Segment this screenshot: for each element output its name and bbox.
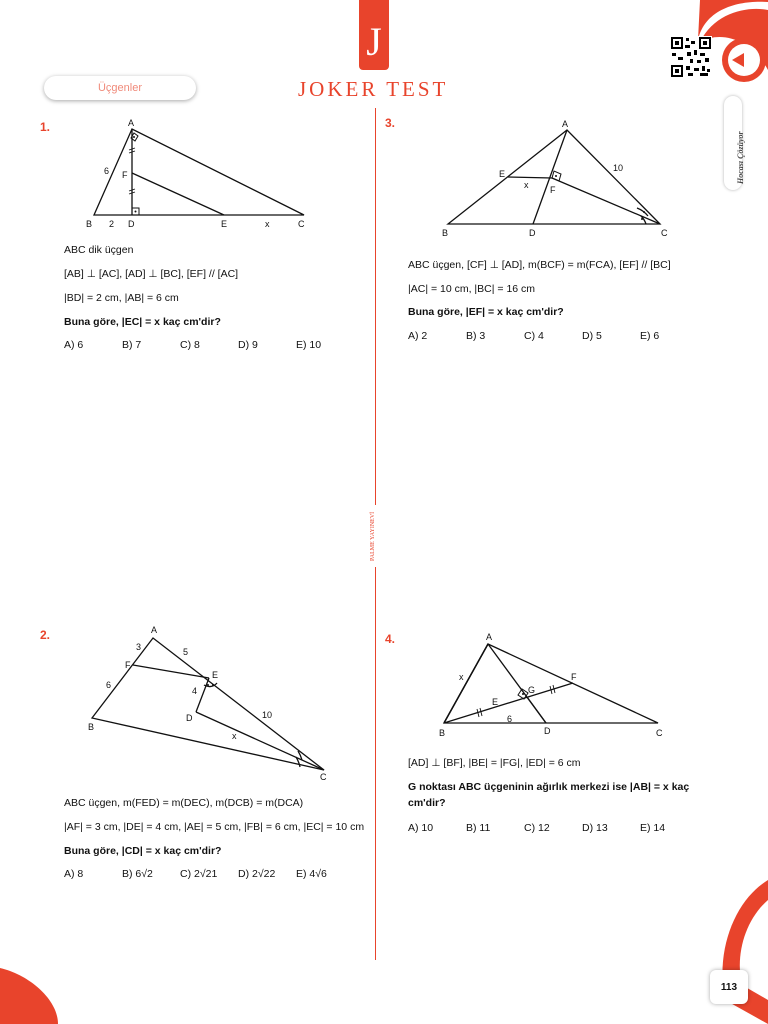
q2-number: 2. bbox=[40, 628, 51, 642]
q2-label-c: C bbox=[320, 772, 327, 782]
q3-label-a: A bbox=[562, 119, 569, 129]
publisher-label: PALME YAYINEVİ bbox=[370, 511, 376, 561]
q3-label-ef: x bbox=[524, 180, 529, 190]
q4-question: G noktası ABC üçgeninin ağırlık merkezi ise |AB| = x kaç bbox=[408, 781, 690, 793]
q4-figure bbox=[432, 626, 672, 744]
qr-code[interactable] bbox=[670, 36, 712, 78]
q2-choices bbox=[64, 868, 354, 880]
q1-label-f: F bbox=[122, 170, 128, 180]
q4-label-e: E bbox=[492, 697, 499, 707]
topic-label: Üçgenler bbox=[97, 82, 143, 94]
q4-label-a: A bbox=[486, 632, 493, 642]
q2-choice-a[interactable]: A) 8 bbox=[64, 868, 84, 880]
q3-line-1: ABC üçgen, [CF] ⊥ [AD], m(BCF) = m(FCA), [EF] // [BC] bbox=[408, 259, 671, 271]
q1-choice-b[interactable]: B) 7 bbox=[122, 339, 142, 351]
q3-label-b: B bbox=[442, 228, 449, 238]
q1-choice-a[interactable]: A) 6 bbox=[64, 339, 84, 351]
q4-choices bbox=[408, 822, 698, 834]
q2-label-cd: x bbox=[232, 731, 237, 741]
q2-label-b: B bbox=[88, 722, 95, 732]
q2-label-ec: 10 bbox=[262, 710, 273, 720]
q2-choice-d[interactable]: D) 2√22 bbox=[238, 868, 276, 880]
q2-label-de: 4 bbox=[192, 686, 198, 696]
side-label: Hocası Çözüyor bbox=[736, 131, 745, 184]
q2-choice-e[interactable]: E) 4√6 bbox=[296, 868, 327, 880]
q4-label-f: F bbox=[571, 672, 577, 682]
q4-choice-c[interactable]: C) 12 bbox=[524, 822, 550, 834]
q2-line-2: |AF| = 3 cm, |DE| = 4 cm, |AE| = 5 cm, |FB| = 6 cm, |EC| = 10 cm bbox=[64, 821, 365, 833]
q4-label-b: B bbox=[439, 728, 446, 738]
q4-label-g: G bbox=[528, 685, 536, 695]
logo-letter: J bbox=[366, 19, 382, 64]
q4-choice-a[interactable]: A) 10 bbox=[408, 822, 434, 834]
q1-choice-e[interactable]: E) 10 bbox=[296, 339, 322, 351]
q1-label-c: C bbox=[298, 219, 305, 229]
q1-choices bbox=[64, 339, 354, 351]
q2-label-a: A bbox=[151, 625, 158, 635]
q3-label-ac: 10 bbox=[613, 163, 624, 173]
q1-label-b: B bbox=[86, 219, 93, 229]
q1-number: 1. bbox=[40, 120, 51, 134]
q2-line-1: ABC üçgen, m(FED) = m(DEC), m(DCB) = m(DCA) bbox=[64, 797, 304, 809]
q1-label-a: A bbox=[128, 118, 135, 128]
q2-label-d: D bbox=[186, 713, 193, 723]
q4-line-1: [AD] ⊥ [BF], |BE| = |FG|, |ED| = 6 cm bbox=[408, 757, 581, 769]
q3-choice-a[interactable]: A) 2 bbox=[408, 330, 428, 342]
q1-label-ab: 6 bbox=[104, 166, 110, 176]
q3-choice-c[interactable]: C) 4 bbox=[524, 330, 544, 342]
q2-choice-c[interactable]: C) 2√21 bbox=[180, 868, 218, 880]
q4-label-ed: 6 bbox=[507, 714, 513, 724]
q1-line-2: [AB] ⊥ [AC], [AD] ⊥ [BC], [EF] // [AC] bbox=[64, 268, 239, 280]
q1-label-ec: x bbox=[265, 219, 270, 229]
q1-line-3: |BD| = 2 cm, |AB| = 6 cm bbox=[64, 292, 179, 304]
q4-choice-b[interactable]: B) 11 bbox=[466, 822, 491, 834]
q3-choice-e[interactable]: E) 6 bbox=[640, 330, 660, 342]
q2-label-f: F bbox=[125, 660, 131, 670]
side-label-tab[interactable] bbox=[724, 96, 745, 190]
q2-label-af: 3 bbox=[136, 642, 142, 652]
q2-label-fb: 6 bbox=[106, 680, 112, 690]
q1-question: Buna göre, |EC| = x kaç cm'dir? bbox=[64, 316, 221, 328]
q1-line-1: ABC dik üçgen bbox=[64, 244, 134, 256]
q1-choice-d[interactable]: D) 9 bbox=[238, 339, 258, 351]
q3-label-d: D bbox=[529, 228, 536, 238]
q3-line-2: |AC| = 10 cm, |BC| = 16 cm bbox=[408, 283, 536, 295]
page-title: JOKER TEST bbox=[298, 77, 449, 101]
play-circle-icon[interactable] bbox=[718, 36, 768, 86]
publisher-mark bbox=[368, 505, 382, 567]
q3-choice-d[interactable]: D) 5 bbox=[582, 330, 602, 342]
bottom-left-corner-swirl bbox=[0, 968, 58, 1024]
q3-question: Buna göre, |EF| = x kaç cm'dir? bbox=[408, 306, 564, 318]
q3-label-f: F bbox=[550, 185, 556, 195]
q2-figure bbox=[84, 620, 340, 784]
q1-choice-c[interactable]: C) 8 bbox=[180, 339, 200, 351]
q4-label-ab: x bbox=[459, 672, 464, 682]
q1-figure bbox=[80, 116, 320, 234]
q2-choice-b[interactable]: B) 6√2 bbox=[122, 868, 153, 880]
q4-choice-e[interactable]: E) 14 bbox=[640, 822, 666, 834]
q4-label-d: D bbox=[544, 726, 551, 736]
q1-label-e: E bbox=[221, 219, 228, 229]
topic-tab bbox=[44, 76, 196, 100]
q3-label-e: E bbox=[499, 169, 506, 179]
q4-choice-d[interactable]: D) 13 bbox=[582, 822, 608, 834]
q2-question: Buna göre, |CD| = x kaç cm'dir? bbox=[64, 845, 222, 857]
q2-label-ae: 5 bbox=[183, 647, 189, 657]
q4-number: 4. bbox=[385, 632, 396, 646]
q1-label-bd: 2 bbox=[109, 219, 115, 229]
page-number: 113 bbox=[710, 970, 748, 1004]
q3-number: 3. bbox=[385, 116, 396, 130]
q3-choice-b[interactable]: B) 3 bbox=[466, 330, 486, 342]
q2-label-e: E bbox=[212, 670, 219, 680]
q3-choices bbox=[408, 330, 698, 342]
q1-label-d: D bbox=[128, 219, 135, 229]
q4-label-c: C bbox=[656, 728, 663, 738]
q3-label-c: C bbox=[661, 228, 668, 238]
q4-question-cont: cm'dir? bbox=[408, 797, 446, 809]
q3-figure bbox=[436, 116, 676, 242]
logo bbox=[359, 0, 389, 70]
